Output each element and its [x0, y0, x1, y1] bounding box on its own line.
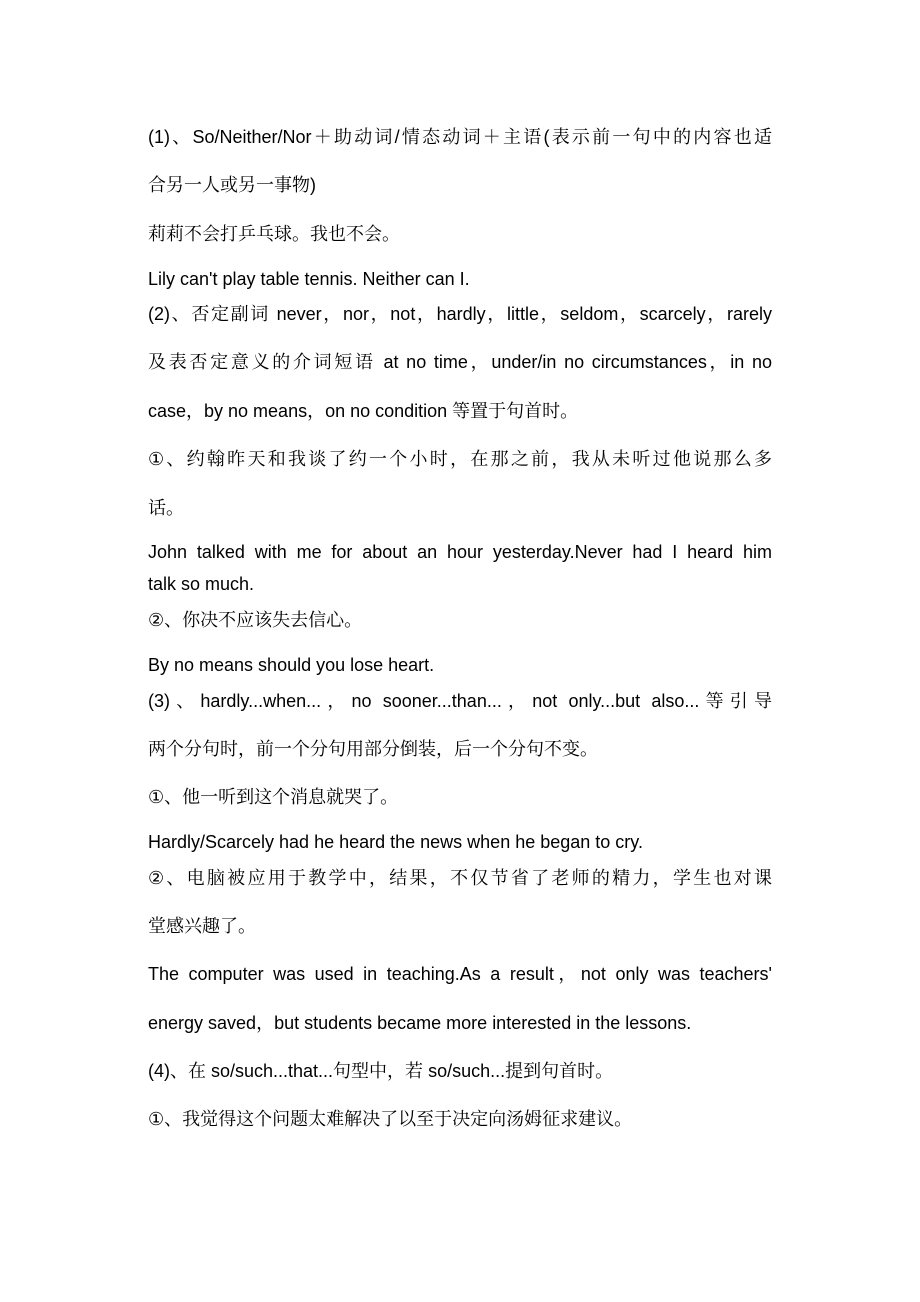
example-english-sentence: John talked with me for about an hour yesterday.Never had I heard him: [148, 542, 772, 562]
example-english-sentence: Hardly/Scarcely had he heard the news when he began to cry.: [148, 832, 643, 852]
example-english-sentence: energy saved，but students became more interested in the lessons.: [148, 1013, 692, 1033]
example-chinese-sentence: ①、约翰昨天和我谈了约一个小时，在那之前，我从未听过他说那么多: [148, 449, 772, 469]
example-chinese-sentence: 话。: [148, 498, 184, 518]
rule-2-heading-line-1: (2)、否定副词 never，nor，not，hardly，little，seldom，scarcely，rarely: [148, 304, 772, 324]
example-chinese-sentence: ①、他一听到这个消息就哭了。: [148, 787, 399, 807]
example-chinese-sentence: 莉莉不会打乒乓球。我也不会。: [148, 224, 400, 244]
example-english-sentence: Lily can't play table tennis. Neither can I.: [148, 269, 470, 289]
example-chinese-sentence: ①、我觉得这个问题太难解决了以至于决定向汤姆征求建议。: [148, 1109, 633, 1129]
example-chinese-sentence: ②、电脑被应用于教学中，结果，不仅节省了老师的精力，学生也对课: [148, 868, 772, 888]
rule-4-heading: (4)、在 so/such...that...句型中，若 so/such...提到句首时。: [148, 1061, 614, 1081]
rule-2-heading-line-2: 及表否定意义的介词短语 at no time，under/in no circumstances，in no: [148, 352, 772, 372]
rule-1-heading-line-1: (1)、So/Neither/Nor＋助动词/情态动词＋主语(表示前一句中的内容也适: [148, 127, 772, 147]
rule-3-heading-line-2: 两个分句时，前一个分句用部分倒装，后一个分句不变。: [148, 739, 598, 759]
example-chinese-sentence: 堂感兴趣了。: [148, 916, 256, 936]
rule-3-heading-line-1: (3)、hardly...when...，no sooner...than...，not only...but also...等引导: [148, 691, 772, 711]
example-english-sentence: talk so much.: [148, 574, 255, 594]
example-english-sentence: The computer was used in teaching.As a result，not only was teachers': [148, 964, 772, 984]
rule-2-heading-line-3: case，by no means，on no condition 等置于句首时。: [148, 401, 579, 421]
example-english-sentence: By no means should you lose heart.: [148, 655, 435, 675]
rule-1-heading-line-2: 合另一人或另一事物): [148, 175, 316, 195]
example-chinese-sentence: ②、你决不应该失去信心。: [148, 610, 363, 630]
